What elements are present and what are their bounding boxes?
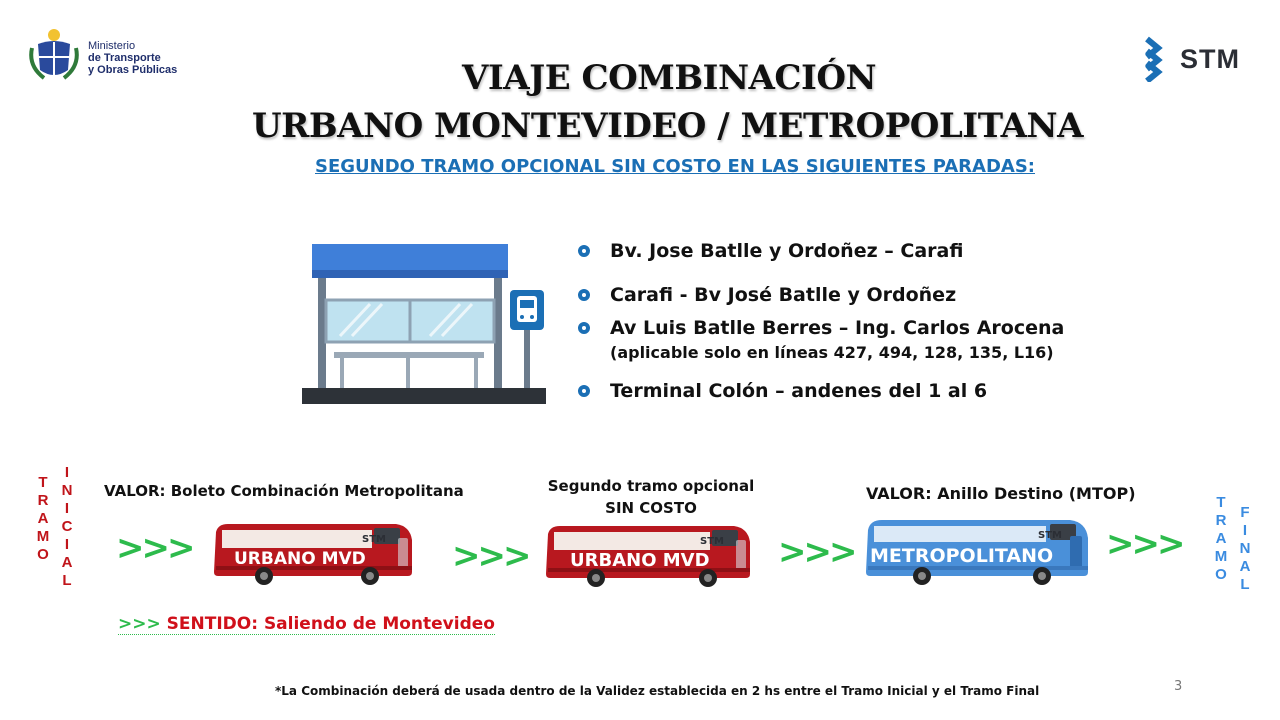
segundo-tramo-label xyxy=(540,475,762,519)
tramo-letter: C xyxy=(61,518,73,535)
bus-brand: STM xyxy=(362,534,386,545)
ministry-logo xyxy=(28,26,188,88)
tramo-letter: A xyxy=(1215,530,1227,547)
tramo-letter: L xyxy=(1240,576,1250,593)
page-title-line-1: VIAJE COMBINACIÓN xyxy=(462,58,877,98)
tramo-letter: T xyxy=(38,474,48,491)
bullet-icon xyxy=(578,245,590,257)
stop-note: (aplicable solo en líneas 427, 494, 128, 135, L16) xyxy=(610,343,1054,362)
page-subtitle: SEGUNDO TRAMO OPCIONAL SIN COSTO EN LAS SIGUIENTES PARADAS: xyxy=(315,156,1035,177)
page-title-line-2: URBANO MONTEVIDEO / METROPOLITANA xyxy=(252,106,1083,146)
tramo-letter: A xyxy=(37,510,49,527)
page-number: 3 xyxy=(1174,679,1183,694)
segundo-tramo-line-2: SIN COSTO xyxy=(605,499,697,517)
footnote: *La Combinación deberá de usada dentro de la Validez establecida en 2 hs entre el Tramo Inicial y el Tramo Final xyxy=(275,684,1040,698)
tramo-letter: F xyxy=(1240,504,1250,521)
tramo-letter: O xyxy=(37,546,49,563)
bullet-icon xyxy=(578,385,590,397)
tramo-letter: I xyxy=(64,536,70,553)
arrow-icon: >>> xyxy=(452,536,529,576)
bus-label: METROPOLITANO xyxy=(870,545,1054,567)
bullet-icon xyxy=(578,322,590,334)
tramo-letter: I xyxy=(64,464,70,481)
valor-anillo-label: VALOR: Anillo Destino (MTOP) xyxy=(866,484,1136,503)
bus-stop-shelter-icon xyxy=(300,244,552,406)
tramo-letter: R xyxy=(37,492,49,509)
ministry-line-1: Ministerio xyxy=(88,40,136,52)
valor-boleto-label: VALOR: Boleto Combinación Metropolitana xyxy=(104,482,464,500)
ministry-coat-of-arms-icon xyxy=(28,26,80,86)
bus-brand: STM xyxy=(700,536,724,547)
tramo-letter: M xyxy=(36,528,50,545)
tramo-letter: T xyxy=(1216,494,1226,511)
sentido-label xyxy=(118,614,495,635)
stm-logo-icon xyxy=(1144,36,1174,82)
sentido-text: SENTIDO: Saliendo de Montevideo xyxy=(166,614,495,634)
tramo-letter: M xyxy=(1214,548,1228,565)
bus-label: URBANO MVD xyxy=(570,550,710,571)
tramo-letter: I xyxy=(1242,522,1248,539)
tramo-letter: O xyxy=(1215,566,1227,583)
arrow-icon: >>> xyxy=(778,532,855,572)
bus-brand: STM xyxy=(1038,530,1062,541)
stop-name: Av Luis Batlle Berres – Ing. Carlos Arocena xyxy=(610,317,1065,339)
bus-stop-sign-icon xyxy=(517,296,537,322)
tramo-letter: N xyxy=(1239,540,1251,557)
tramo-letter: N xyxy=(61,482,73,499)
ministry-name xyxy=(88,40,177,76)
bus-label: URBANO MVD xyxy=(234,549,366,569)
tramo-letter: R xyxy=(1215,512,1227,529)
ministry-line-3: y Obras Públicas xyxy=(88,64,178,76)
tramo-letter: L xyxy=(62,572,72,589)
segundo-tramo-line-1: Segundo tramo opcional xyxy=(547,477,755,495)
tramo-letter: A xyxy=(61,554,73,571)
ministry-line-2: de Transporte xyxy=(88,52,161,64)
sentido-arrow-icon: >>> xyxy=(118,614,161,634)
stop-name: Bv. Jose Batlle y Ordoñez – Carafi xyxy=(610,240,964,262)
stop-name: Terminal Colón – andenes del 1 al 6 xyxy=(610,380,988,402)
stop-name: Carafi - Bv José Batlle y Ordoñez xyxy=(610,284,957,306)
arrow-icon: >>> xyxy=(116,528,193,568)
arrow-icon: >>> xyxy=(1106,524,1183,564)
stm-brand-text: STM xyxy=(1180,44,1240,74)
bullet-icon xyxy=(578,289,590,301)
bus-icon xyxy=(864,516,1092,586)
bus-icon xyxy=(544,522,754,588)
tramo-letter: A xyxy=(1239,558,1251,575)
bus-icon xyxy=(212,520,416,586)
tramo-letter: I xyxy=(64,500,70,517)
